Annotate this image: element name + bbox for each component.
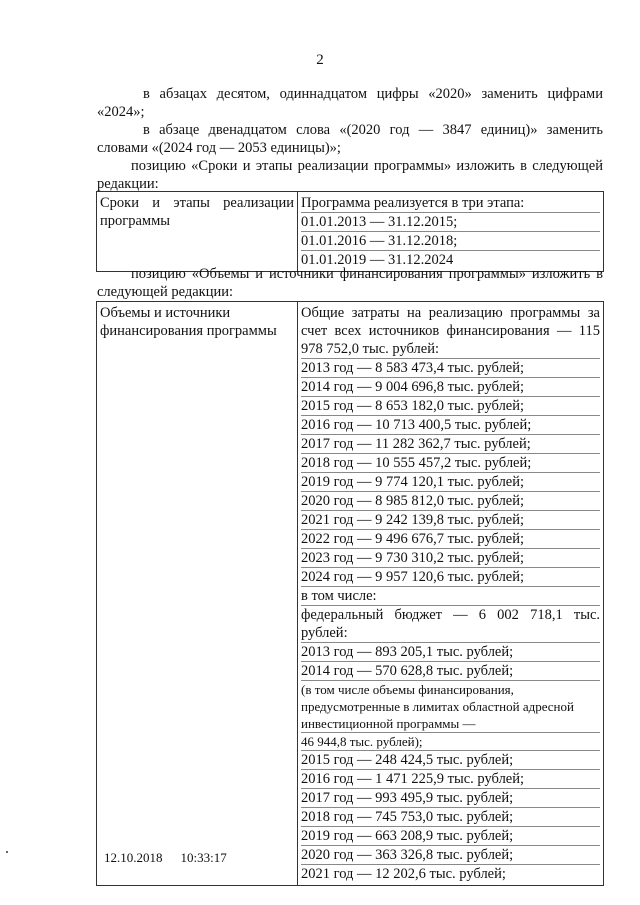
timing-table-left-cell: Сроки и этапы реализации программы xyxy=(97,192,298,272)
funding-year-line: 2014 год — 9 004 696,8 тыс. рублей; xyxy=(301,378,600,397)
paragraph-2: в абзаце двенадцатом слова «(2020 год — 3847 единиц)» заменить словами «(2024 год — 2053 единицы)»; xyxy=(97,122,603,156)
note-line: (в том числе объемы финансирования, xyxy=(301,682,514,697)
timing-table xyxy=(96,191,604,272)
federal-year-line: 2019 год — 663 208,9 тыс. рублей; xyxy=(301,827,600,846)
page-number: 2 xyxy=(316,52,324,68)
federal-budget-line: федеральный бюджет — 6 002 718,1 тыс. рублей: xyxy=(301,607,600,641)
timing-line: 01.01.2019 — 31.12.2024 xyxy=(301,252,454,268)
federal-year-line: 2021 год — 12 202,6 тыс. рублей; xyxy=(301,866,506,882)
funding-year-line: 2021 год — 9 242 139,8 тыс. рублей; xyxy=(301,511,600,530)
funding-year-line: 2024 год — 9 957 120,6 тыс. рублей; xyxy=(301,568,600,587)
federal-year-line: 2015 год — 248 424,5 тыс. рублей; xyxy=(301,751,600,770)
funding-year-line: 2019 год — 9 774 120,1 тыс. рублей; xyxy=(301,473,600,492)
funding-year-line: 2018 год — 10 555 457,2 тыс. рублей; xyxy=(301,454,600,473)
federal-year-line: 2014 год — 570 628,8 тыс. рублей; xyxy=(301,662,600,681)
note-line: 46 944,8 тыс. рублей); xyxy=(301,733,600,751)
federal-year-line: 2018 год — 745 753,0 тыс. рублей; xyxy=(301,808,600,827)
funding-year-line: 2013 год — 8 583 473,4 тыс. рублей; xyxy=(301,359,600,378)
paragraph-3: позицию «Сроки и этапы реализации программы» изложить в следующей редакции: xyxy=(97,158,603,192)
funding-year-line: 2015 год — 8 653 182,0 тыс. рублей; xyxy=(301,397,600,416)
timing-line: Программа реализуется в три этапа: xyxy=(301,194,600,213)
federal-year-line: 2020 год — 363 326,8 тыс. рублей; xyxy=(301,846,600,865)
funding-year-line: 2023 год — 9 730 310,2 тыс. рублей; xyxy=(301,549,600,568)
federal-year-line: 2017 год — 993 495,9 тыс. рублей; xyxy=(301,789,600,808)
timing-line: 01.01.2016 — 31.12.2018; xyxy=(301,232,600,251)
funding-year-line: 2020 год — 8 985 812,0 тыс. рублей; xyxy=(301,492,600,511)
footer-time: 10:33:17 xyxy=(180,850,227,865)
paragraph-1: в абзацах десятом, одиннадцатом цифры «2020» заменить цифрами «2024»; xyxy=(97,86,603,120)
funding-table-left-cell: Объемы и источники финансирования программы xyxy=(97,302,298,886)
note-line: предусмотренные в лимитах областной адресной xyxy=(301,699,574,714)
scan-mark xyxy=(6,851,8,853)
funding-year-line: 2022 год — 9 496 676,7 тыс. рублей; xyxy=(301,530,600,549)
funding-table-right-cell xyxy=(298,302,604,886)
including-label: в том числе: xyxy=(301,587,600,606)
timing-table-right-cell xyxy=(298,192,604,272)
funding-table xyxy=(96,301,604,886)
funding-year-line: 2017 год — 11 282 362,7 тыс. рублей; xyxy=(301,435,600,454)
funding-year-line: 2016 год — 10 713 400,5 тыс. рублей; xyxy=(301,416,600,435)
footer-timestamp xyxy=(104,850,245,866)
note-line: инвестиционной программы — xyxy=(301,715,600,733)
federal-year-line: 2013 год — 893 205,1 тыс. рублей; xyxy=(301,643,600,662)
timing-line: 01.01.2013 — 31.12.2015; xyxy=(301,213,600,232)
funding-intro: Общие затраты на реализацию программы за счет всех источников финансирования — 115 978 752,0 тыс. рублей: xyxy=(301,305,600,357)
federal-year-line: 2016 год — 1 471 225,9 тыс. рублей; xyxy=(301,770,600,789)
paragraph-4: позицию «Объемы и источники финансирования программы» изложить в следующей редакции: xyxy=(97,266,603,300)
footer-date: 12.10.2018 xyxy=(104,850,163,865)
